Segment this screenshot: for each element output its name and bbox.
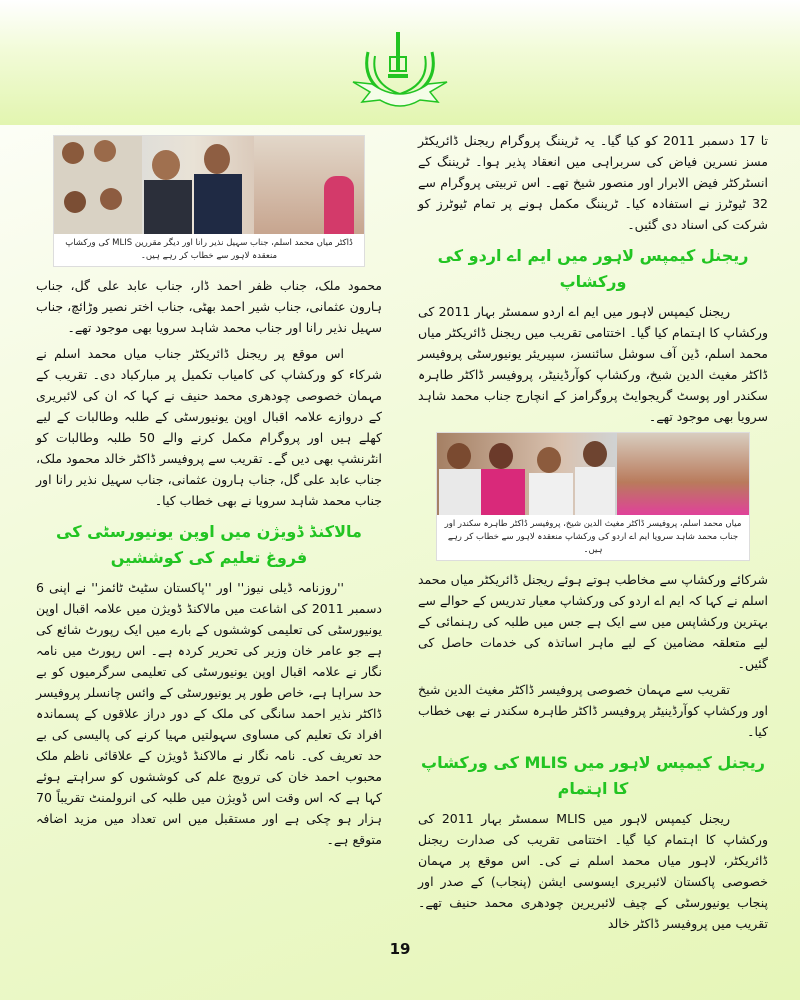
ma-urdu-workshop-heading: ریجنل کیمپس لاہور میں ایم اے اردو کی ورکشاپ — [437, 246, 749, 291]
photo-image — [437, 433, 749, 515]
ma-urdu-workshop-photo — [436, 432, 750, 561]
left-column — [36, 135, 382, 850]
chief-guest-paragraph: تقریب سے مہمان خصوصی پروفیسر ڈاکٹر مغیث الدین شیخ اور ورکشاپ کوآرڈینیٹر پروفیسر ڈاکٹر طاہرہ سکندر نے بھی خطاب کیا۔ — [418, 682, 768, 739]
malakand-paragraph: ''روزنامہ ڈیلی نیوز'' اور ''پاکستان سٹیٹ ٹائمز'' نے اپنی 6 دسمبر 2011 کی اشاعت میں مالاکنڈ ڈویژن میں علامہ اقبال اوپن یونیورسٹی کی تعلیمی کوششوں کے بارے میں ایک رپورٹ شائع کی ہے جو عامر خان وزیر کی تحریر کردہ ہے۔ اس رپورٹ میں نامہ نگار نے علامہ اقبال اوپن یونیورسٹی کی تعلیمی سرگرمیوں کو بے حد سراہا ہے، خاص طور پر یونیورسٹی کے وائس چانسلر پروفیسر ڈاکٹر نذیر احمد سانگی کی ملک کے دور دراز علاقوں کے پسماندہ افراد تک تعلیم کی مساوی سہولتیں مہیا کرنے کی پالیسی کی بے حد تعریف کی۔ نامہ نگار نے مالاکنڈ ڈویژن کے علاقائی ناظم ملک محبوب احمد خان کی ترویج علم کی کوششوں کو سراہتے ہوئے کہا ہے کہ اس وقت اس ڈویژن میں طلبہ کی انرولمنٹ تقریباً 70 ہزار ہو چکی ہے اور مستقبل میں اس تعداد میں مزید اضافہ متوقع ہے۔ — [36, 580, 382, 847]
mlis-workshop-photo — [53, 135, 365, 267]
ma-urdu-paragraph: ریجنل کیمپس لاہور میں ایم اے اردو سمسٹر بہار 2011 کی ورکشاپ کا اہتمام کیا گیا۔ اختتامی تقریب میں ریجنل ڈائریکٹر میاں محمد اسلم، ڈین آف سوشل سائنسز، سپیریئر یونیورسٹی پروفیسر ڈاکٹر مغیث الدین شیخ، ورکشاپ کوآرڈینیٹر، پروفیسر ڈاکٹر طاہرہ سکندر اور پوسٹ گریجوایٹ پروگرامز کے انچارج جناب محمد شاہد سرویا بھی موجود تھے۔ — [418, 304, 768, 424]
attendees-paragraph: محمود ملک، جناب ظفر احمد ڈار، جناب عابد علی گل، جناب ہارون عثمانی، جناب شیر احمد بھٹی، جناب اختر نصیر وڑائچ، جناب سہیل نذیر رانا اور جناب محمد شاہد سرویا بھی موجود تھے۔ — [36, 278, 382, 335]
mlis-workshop-heading: ریجنل کیمپس لاہور میں MLIS کی ورکشاپ کا اہتمام — [421, 753, 765, 798]
university-logo-icon — [350, 22, 450, 117]
malakand-heading: مالاکنڈ ڈویژن میں اوپن یونیورسٹی کی فروغ تعلیم کی کوششیں — [56, 522, 362, 567]
ceremony-paragraph: اس موقع پر ریجنل ڈائریکٹر جناب میاں محمد اسلم نے شرکاء کو ورکشاپ کی کامیاب تکمیل پر مبارکباد دی۔ تقریب کے مہمان خصوصی چودھری محمد حنیف نے کہا کہ ان کی لائبریری کے دروازے علامہ اقبال اوپن یونیورسٹی کے طلبہ وطالبات کے لیے کھلے ہیں اور پروگرام مکمل کرنے والے 50 طلبہ وطالبات کو انٹرنشپ بھی دیں گے۔ تقریب سے پروفیسر ڈاکٹر خالد محمود ملک، جناب عابد علی گل، جناب ہارون عثمانی، جناب سہیل نذیر رانا اور جناب محمد شاہد سرویا نے بھی خطاب کیا۔ — [36, 346, 382, 508]
photo-caption: ڈاکٹر میاں محمد اسلم، جناب سہیل نذیر رانا اور دیگر مقررین MLIS کی ورکشاپ منعقدہ لاہور سے خطاب کر رہے ہیں۔ — [65, 238, 353, 261]
photo-caption: میاں محمد اسلم، پروفیسر ڈاکٹر مغیث الدین شیخ، پروفیسر ڈاکٹر طاہرہ سکندر اور جناب محمد شاہد سرویا ایم اے اردو کی ورکشاپ منعقدہ لاہور سے خطاب کر رہے ہیں۔ — [444, 519, 742, 555]
right-column — [418, 130, 768, 934]
mlis-paragraph: ریجنل کیمپس لاہور میں MLIS سمسٹر بہار 2011 کی ورکشاپ کا اہتمام کیا گیا۔ اختتامی تقریب کی صدارت ریجنل ڈائریکٹر، لاہور میاں محمد اسلم نے کی۔ اس موقع پر مہمان خصوصی پاکستان لائبریری ایسوسی ایشن (پنجاب) کے صدر اور پنجاب یونیورسٹی کے چیف لائبریرین چودھری محمد حنیف تھے۔ تقریب میں پروفیسر ڈاکٹر خالد — [418, 811, 768, 931]
workshop-address-paragraph: شرکائے ورکشاپ سے مخاطب ہوتے ہوئے ریجنل ڈائریکٹر میاں محمد اسلم نے کہا کہ ایم اے اردو کی ورکشاپ معیار تدریس کے حوالے سے بہترین ورکشاپس میں سے ایک ہے جس میں طلبہ کی رہنمائی کے لیے متعلقہ مضامین کے لیے ماہر اساتذہ کی خدمات حاصل کی گئیں۔ — [418, 572, 768, 671]
page-number: 19 — [389, 940, 411, 958]
photo-image — [54, 136, 364, 234]
training-paragraph: تا 17 دسمبر 2011 کو کیا گیا۔ یہ ٹریننگ پروگرام ریجنل ڈائریکٹر مسز نسرین فیاض کی سربراہی میں انعقاد پذیر ہوا۔ ٹریننگ کے انسٹرکٹر فیض الابرار اور منصور شیخ تھے۔ اس تربیتی پروگرام سے 32 ٹیوٹرز نے استفادہ کیا۔ ٹریننگ مکمل ہونے پر تمام ٹیوٹرز کو شرکت کی اسناد دی گئیں۔ — [418, 133, 769, 232]
